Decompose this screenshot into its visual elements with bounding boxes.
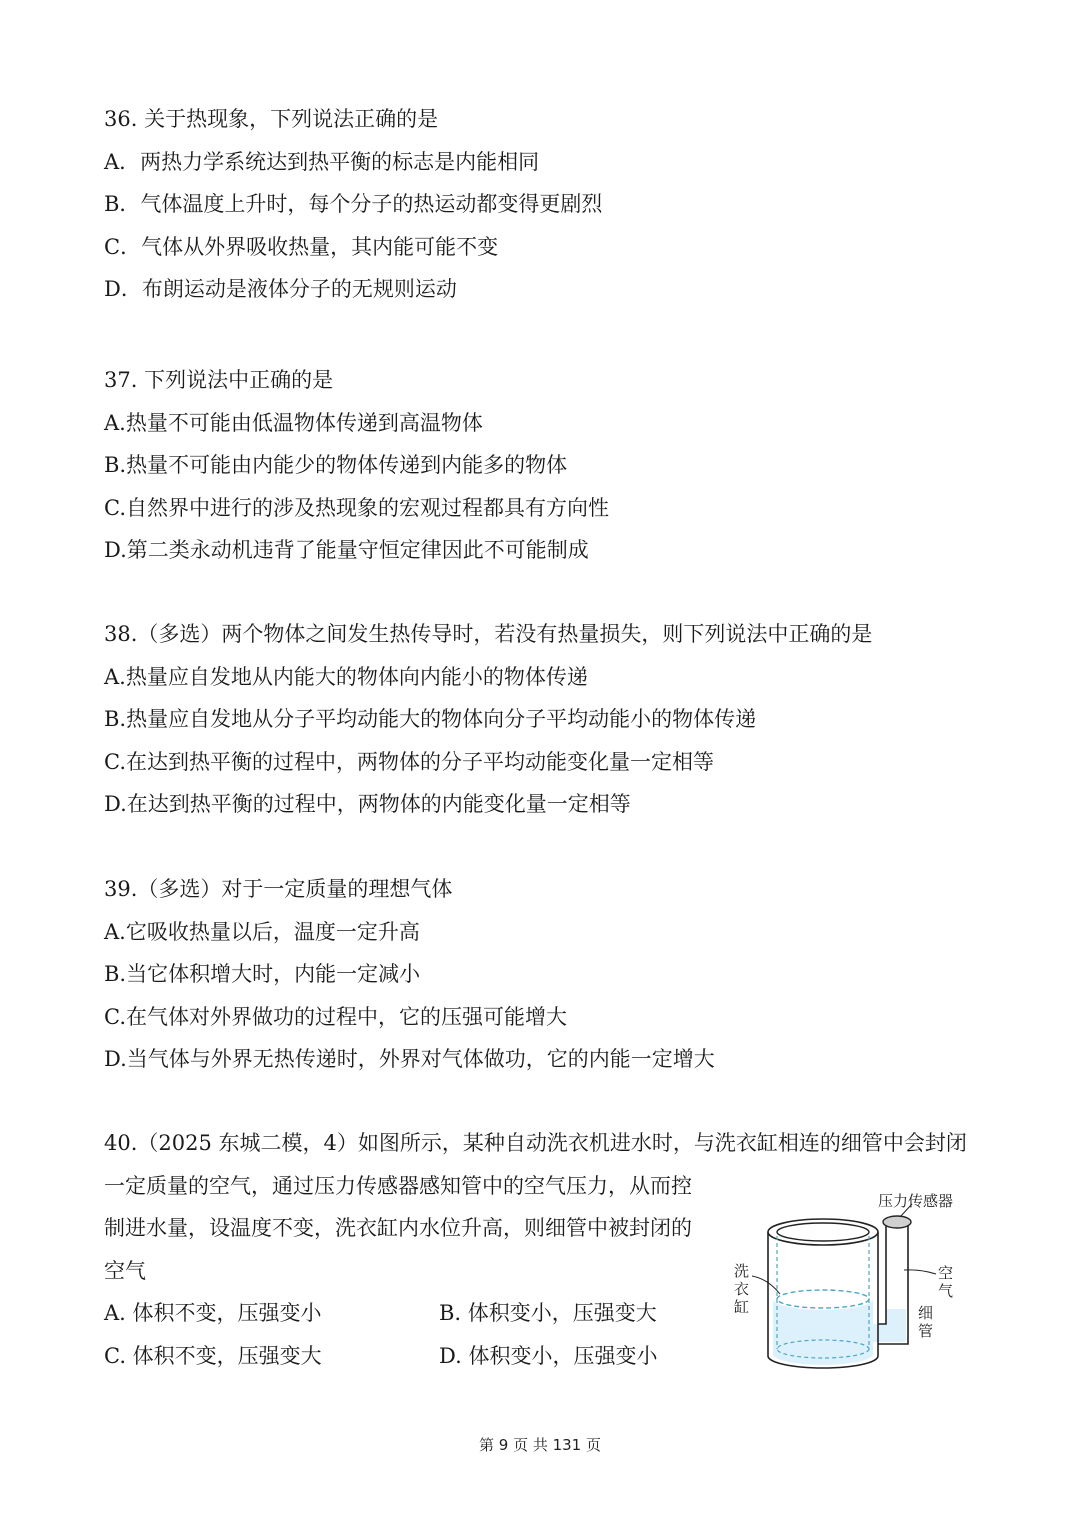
- question-38: [104, 613, 1004, 826]
- option-a: A．两热力学系统达到热平衡的标志是内能相同: [104, 149, 540, 174]
- question-stem: 39.（多选）对于一定质量的理想气体: [104, 877, 453, 901]
- label-tube-1: 细: [918, 1304, 934, 1322]
- question-37: [104, 359, 1004, 572]
- question-39: [104, 868, 1004, 1081]
- question-stem-line-4: 空气: [104, 1258, 146, 1283]
- option-d: D.在达到热平衡的过程中，两物体的内能变化量一定相等: [104, 792, 631, 816]
- question-stem-line-3: 制进水量，设温度不变，洗衣缸内水位升高，则细管中被封闭的: [104, 1216, 692, 1240]
- option-a: A.热量应自发地从内能大的物体向内能小的物体传递: [104, 664, 588, 689]
- option-c: C．气体从外界吸收热量，其内能可能不变: [104, 234, 499, 259]
- tub-rim-inner: [777, 1223, 869, 1241]
- option-c: C.自然界中进行的涉及热现象的宏观过程都具有方向性: [104, 495, 609, 520]
- page-footer: 第 9 页 共 131 页: [478, 1436, 601, 1454]
- question-stem: 37. 下列说法中正确的是: [104, 368, 334, 392]
- option-a: A.它吸收热量以后，温度一定升高: [104, 919, 420, 944]
- tub-leader: [752, 1276, 780, 1294]
- question-stem-line-2: 一定质量的空气，通过压力传感器感知管中的空气压力，从而控: [104, 1173, 692, 1198]
- washing-machine-figure: [728, 1184, 968, 1384]
- option-b: B.当它体积增大时，内能一定减小: [104, 962, 421, 986]
- tub-water: [773, 1299, 873, 1365]
- option-b: B. 体积变小，压强变大: [439, 1301, 657, 1325]
- option-d: D. 体积变小，压强变小: [439, 1343, 658, 1368]
- label-air-2: 气: [938, 1282, 954, 1300]
- option-d: D.第二类永动机违背了能量守恒定律因此不可能制成: [104, 538, 589, 562]
- label-tube-2: 管: [918, 1322, 934, 1340]
- question-stem: 38.（多选）两个物体之间发生热传导时，若没有热量损失，则下列说法中正确的是: [104, 622, 873, 646]
- option-b: B.热量应自发地从分子平均动能大的物体向分子平均动能小的物体传递: [104, 707, 757, 731]
- option-c: C. 体积不变，压强变大: [104, 1343, 322, 1368]
- tube-water: [886, 1309, 906, 1341]
- question-36: [104, 98, 1004, 311]
- question-stem-line-1: 40.（2025 东城二模，4）如图所示，某种自动洗衣机进水时，与洗衣缸相连的细管中会封闭: [104, 1131, 967, 1155]
- label-sensor: 压力传感器: [878, 1192, 954, 1210]
- option-b: B.热量不可能由内能少的物体传递到内能多的物体: [104, 453, 568, 477]
- question-stem: 36. 关于热现象，下列说法正确的是: [104, 107, 439, 131]
- option-c: C.在达到热平衡的过程中，两物体的分子平均动能变化量一定相等: [104, 749, 714, 774]
- label-tub-2: 衣: [734, 1280, 750, 1298]
- pressure-sensor: [883, 1216, 911, 1228]
- label-air-1: 空: [938, 1264, 954, 1282]
- water-surface: [777, 1290, 869, 1308]
- option-d: D．布朗运动是液体分子的无规则运动: [104, 277, 457, 301]
- option-c: C.在气体对外界做功的过程中，它的压强可能增大: [104, 1004, 567, 1029]
- label-tub-3: 缸: [734, 1298, 750, 1316]
- label-tub-1: 洗: [734, 1262, 750, 1280]
- option-a: A. 体积不变，压强变小: [104, 1301, 322, 1325]
- option-b: B．气体温度上升时，每个分子的热运动都变得更剧烈: [104, 192, 603, 216]
- option-a: A.热量不可能由低温物体传递到高温物体: [104, 410, 483, 435]
- option-d: D.当气体与外界无热传递时，外界对气体做功，它的内能一定增大: [104, 1047, 715, 1071]
